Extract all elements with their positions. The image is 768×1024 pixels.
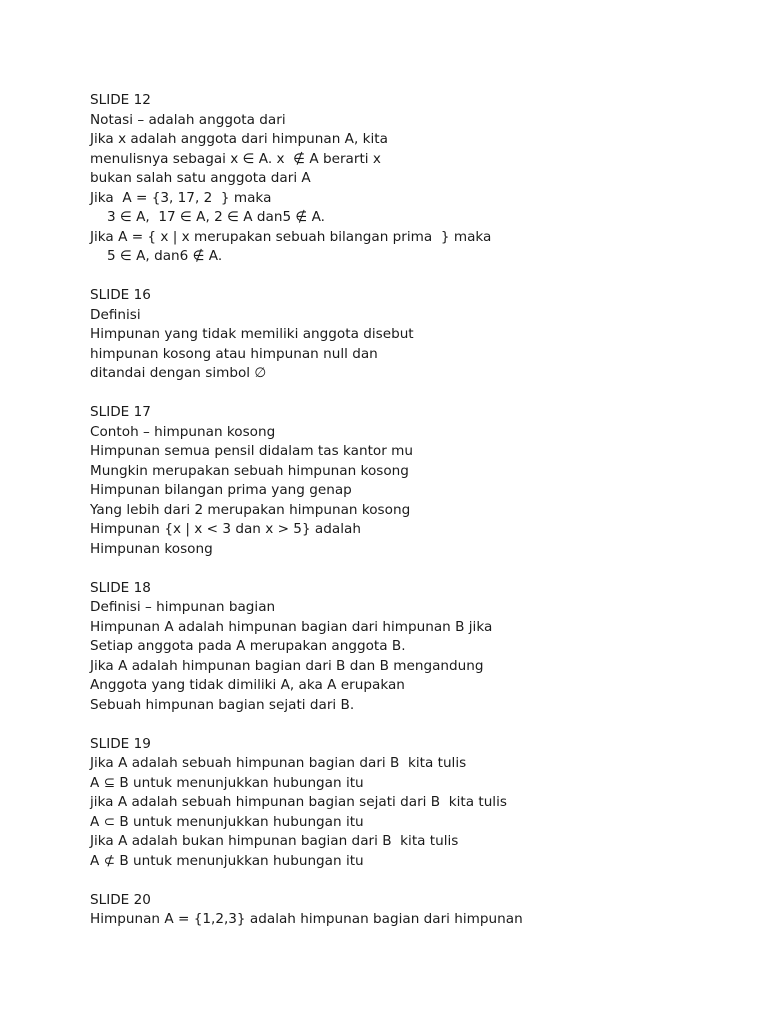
text-line: Anggota yang tidak dimiliki A, aka A erupakan <box>90 677 405 693</box>
section-slide-18 <box>90 579 730 716</box>
text-line: A ⊆ B untuk menunjukkan hubungan itu <box>90 774 364 791</box>
text-line: Jika A adalah sebuah himpunan bagian dari B kita tulis <box>90 755 467 771</box>
text-line: Himpunan kosong <box>90 540 213 557</box>
section-heading: SLIDE 17 <box>90 404 151 420</box>
section-slide-16 <box>90 286 730 384</box>
text-line: Jika A = { x | x merupakan sebuah bilangan prima } maka <box>90 228 492 245</box>
text-line: A ⊄ B untuk menunjukkan hubungan itu <box>90 852 364 869</box>
section-heading: SLIDE 20 <box>90 891 151 908</box>
text-line: Himpunan yang tidak memiliki anggota disebut <box>90 326 414 342</box>
text-line: Himpunan bilangan prima yang genap <box>90 482 352 498</box>
section-heading: SLIDE 18 <box>90 579 151 596</box>
section-heading: SLIDE 12 <box>90 92 151 108</box>
text-line: Jika x adalah anggota dari himpunan A, kita <box>90 131 388 147</box>
text-line: Setiap anggota pada A merupakan anggota B. <box>90 638 406 654</box>
text-line: Contoh – himpunan kosong <box>90 423 276 440</box>
text-line-indented: 3 ∈ A, 17 ∈ A, 2 ∈ A dan5 ∉ A. <box>107 209 325 225</box>
text-line: Sebuah himpunan bagian sejati dari B. <box>90 696 355 713</box>
section-slide-19 <box>90 735 730 872</box>
text-line: Himpunan A = {1,2,3} adalah himpunan bagian dari himpunan <box>90 911 523 927</box>
text-line: jika A adalah sebuah himpunan bagian sejati dari B kita tulis <box>90 794 507 810</box>
text-line: Mungkin merupakan sebuah himpunan kosong <box>90 462 409 479</box>
text-line: menulisnya sebagai x ∈ A. x ∉ A berarti x <box>90 150 381 167</box>
text-line: bukan salah satu anggota dari A <box>90 170 311 186</box>
text-line: Jika A adalah himpunan bagian dari B dan B mengandung <box>90 657 484 674</box>
text-line: Definisi <box>90 306 141 323</box>
text-line: Himpunan semua pensil didalam tas kantor mu <box>90 443 413 459</box>
section-slide-20 <box>90 891 730 930</box>
text-line: Yang lebih dari 2 merupakan himpunan kosong <box>90 501 411 518</box>
text-line: himpunan kosong atau himpunan null dan <box>90 345 378 362</box>
text-line: Himpunan A adalah himpunan bagian dari himpunan B jika <box>90 618 493 635</box>
section-heading: SLIDE 19 <box>90 735 151 752</box>
text-line: Jika A = {3, 17, 2 } maka <box>90 189 272 206</box>
text-line: Himpunan {x | x < 3 dan x > 5} adalah <box>90 521 361 537</box>
section-slide-12 <box>90 91 730 267</box>
text-line-indented: 5 ∈ A, dan6 ∉ A. <box>107 248 223 264</box>
section-heading: SLIDE 16 <box>90 287 151 303</box>
text-line: A ⊂ B untuk menunjukkan hubungan itu <box>90 813 364 830</box>
text-line: Notasi – adalah anggota dari <box>90 111 286 128</box>
text-line: Jika A adalah bukan himpunan bagian dari B kita tulis <box>90 833 459 849</box>
document-body <box>90 91 730 949</box>
text-line: Definisi – himpunan bagian <box>90 599 276 615</box>
section-slide-17 <box>90 403 730 559</box>
text-line: ditandai dengan simbol ∅ <box>90 365 267 381</box>
